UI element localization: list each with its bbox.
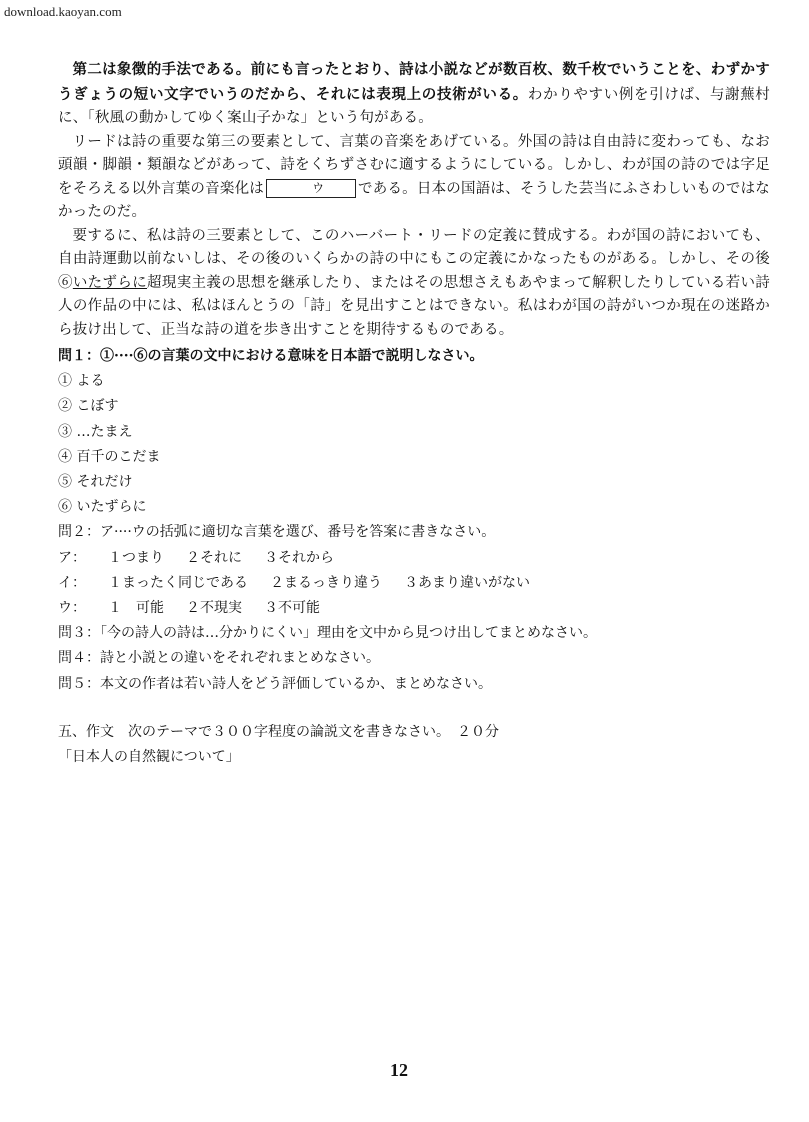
essay-instruction: 五、作文 次のテーマで３００字程度の論説文を書きなさい。 ２０分 — [58, 723, 499, 740]
passage-paragraph-3 — [58, 225, 770, 343]
row-u-option-1: １ 可能 — [108, 600, 164, 617]
passage-p2-part-b: である。日本の国語は、そうした芸当にふさわしいものではなかったのだ。 — [58, 180, 770, 220]
question-1-item-3: ③ …たまえ — [58, 423, 133, 440]
question-2-row-a — [58, 546, 770, 571]
passage-p1-part-a: 第二は象徴的手法である。前にも言ったとおり、詩は小説などが数百枚、数千枚でいうことを、わずかすうぎょうの短い文字でいうのだから、それには表現上の技術がいる。 — [58, 61, 770, 103]
passage-p2-part-a: リードは詩の重要な第三の要素として、言葉の音楽をあげている。外国の詩は自由詩に変わっても、なお頭韻・脚韻・類韻などがあって、詩をくちずさむに適するようにしている。しかし、わが国の詩のでは字足をそろえる以外言葉の音楽化は — [58, 133, 770, 197]
row-a-option-2: ２それに — [186, 549, 242, 566]
question-1-item-5: ⑤ それだけ — [58, 474, 133, 491]
row-u-option-3: ３不可能 — [264, 600, 320, 617]
question-1: 問１：①····⑥の言葉の文中における意味を日本語で説明しなさい。 — [58, 348, 484, 364]
row-u-label: ウ： — [58, 600, 86, 617]
essay-theme: 「日本人の自然観について」 — [58, 749, 240, 766]
row-i-option-1: １まったく同じである — [108, 574, 248, 591]
site-header: download.kaoyan.com — [4, 4, 122, 19]
row-i-option-2: ２まるっきり違う — [270, 574, 382, 591]
passage-p3-part-b: 超現実主義の思想を継承したり、またはその思想さえもあやまって解釈したりしている若い詩人の作品の中には、私はほんとうの「詩」を見出すことはできない。私はわが国の詩がいつか現在の迷路から抜け出して、正当な詩の道を歩き出すことを期待するものである。 — [58, 274, 771, 338]
question-3: 問３：「今の詩人の詩は…分かりにくい」理由を文中から見つけ出してまとめなさい。 — [58, 625, 597, 642]
row-a-option-3: ３それから — [264, 549, 334, 566]
page-number: 12 — [390, 1060, 408, 1080]
question-1-item-4: ④ 百千のこだま — [58, 448, 161, 465]
question-2: 問２：ア····ウの括弧に適切な言葉を選び、番号を答案に書きなさい。 — [58, 524, 496, 541]
question-1-item-6: ⑥ いたずらに — [58, 499, 147, 516]
question-1-item-1: ① よる — [58, 373, 105, 390]
question-2-row-u — [58, 596, 770, 621]
row-a-option-1: １つまり — [108, 549, 164, 566]
blank-box-u: ウ — [266, 179, 356, 198]
row-i-label: イ： — [58, 574, 86, 591]
underlined-term: いたずらに — [72, 274, 148, 291]
row-i-option-3: ３あまり違いがない — [404, 574, 530, 591]
exam-page-body — [58, 58, 770, 770]
row-u-option-2: ２不現実 — [186, 600, 242, 617]
question-2-row-i — [58, 571, 770, 596]
question-1-item-2: ② こぼす — [58, 398, 119, 415]
passage-paragraph-1 — [58, 58, 770, 131]
passage-p1-part-b: わかりやすい例を引けば、与謝蕪村に、「秋風の動かしてゆく案山子かな」という句がある。 — [58, 86, 770, 126]
row-a-label: ア： — [58, 549, 86, 566]
passage-paragraph-2 — [58, 131, 770, 225]
question-4: 問４：詩と小説との違いをそれぞれまとめなさい。 — [58, 650, 380, 667]
question-5: 問５：本文の作者は若い詩人をどう評価しているか、まとめなさい。 — [58, 675, 492, 692]
passage-p3-part-a: 要するに、私は詩の三要素として、このハーバート・リードの定義に賛成する。わが国の詩においても、自由詩運動以前ないしは、その後のいくらかの詩の中にもこの定義にかなったものがある。しかし、その後⑥ — [58, 227, 770, 291]
